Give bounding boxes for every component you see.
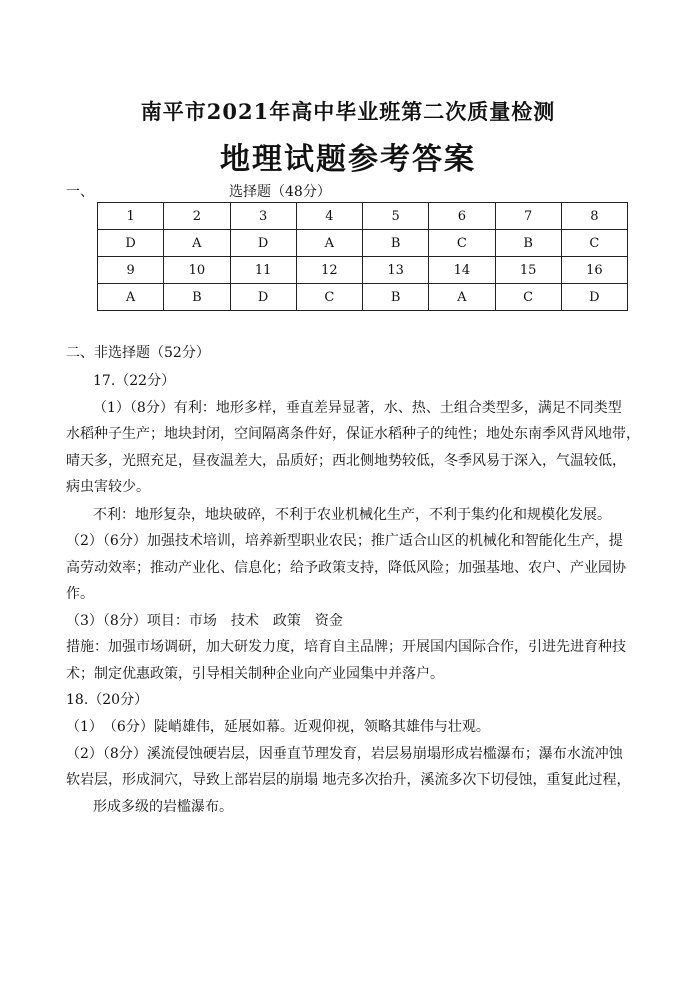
q17-part2-line: 高劳动效率；推动产业化、信息化；给予政策支持，降低风险；加强基地、农户、产业园协 [66, 560, 626, 576]
question-17-heading: 17.（22分） [93, 373, 176, 389]
answer-cell: D [98, 230, 164, 257]
q17-part2-line: 作。 [66, 586, 94, 602]
q18-part1-line: （1） （6分）陡峭雄伟，延展如幕。近观仰视，领略其雄伟与壮观。 [66, 719, 490, 735]
question-number-cell: 11 [230, 257, 296, 284]
answer-table-row [98, 257, 628, 284]
answer-cell: C [495, 284, 561, 311]
question-number-cell: 5 [363, 203, 429, 230]
section-1-number: 一、 [66, 184, 94, 200]
q17-part1-line: 病虫害较少。 [66, 479, 150, 495]
answer-table-row [98, 230, 628, 257]
multiple-choice-answer-table [97, 202, 628, 311]
question-number-cell: 3 [230, 203, 296, 230]
question-18-heading: 18.（20分） [66, 692, 149, 708]
question-number-cell: 7 [495, 203, 561, 230]
q17-part3-projects: （3）（8分）项目：市场 技术 政策 资金 [66, 613, 343, 629]
answer-table-row [98, 203, 628, 230]
question-number-cell: 16 [561, 257, 627, 284]
q17-part3-measures: 措施：加强市场调研，加大研发力度，培育自主品牌；开展国内国际合作，引进先进育种技 [66, 639, 626, 655]
q18-part2-line: 形成多级的岩槛瀑布。 [93, 799, 233, 815]
q18-part2-line: （2）（8分）溪流侵蚀硬岩层，因垂直节理发育，岩层易崩塌形成岩槛瀑布；瀑布水流冲蚀 [66, 746, 623, 762]
question-number-cell: 4 [296, 203, 362, 230]
question-number-cell: 2 [164, 203, 230, 230]
question-number-cell: 8 [561, 203, 627, 230]
answer-cell: C [296, 284, 362, 311]
q17-part3-measures: 术；制定优惠政策，引导相关制种企业向产业园集中并落户。 [66, 666, 444, 682]
q17-part1-line: 晴天多，光照充足，昼夜温差大，品质好；西北侧地势较低，冬季风易于深入，气温较低， [66, 453, 626, 469]
document-title: 地理试题参考答案 [220, 142, 476, 177]
answer-cell: C [561, 230, 627, 257]
answer-cell: A [429, 284, 495, 311]
question-number-cell: 10 [164, 257, 230, 284]
exam-title: 南平市2021年高中毕业班第二次质量检测 [140, 99, 556, 124]
question-number-cell: 9 [98, 257, 164, 284]
q17-part1-disadvantage: 不利：地形复杂，地块破碎，不利于农业机械化生产，不利于集约化和规模化发展。 [93, 507, 611, 523]
answer-cell: A [98, 284, 164, 311]
answer-cell: B [363, 230, 429, 257]
question-number-cell: 6 [429, 203, 495, 230]
answer-cell: B [363, 284, 429, 311]
answer-table-row [98, 284, 628, 311]
answer-cell: B [495, 230, 561, 257]
section-2-heading: 二、非选择题（52分） [66, 345, 210, 361]
question-number-cell: 1 [98, 203, 164, 230]
q18-part2-line: 软岩层，形成洞穴，导致上部岩层的崩塌 地壳多次抬升，溪流多次下切侵蚀，重复此过程， [66, 772, 631, 788]
q17-part1-line: 水稻种子生产；地块封闭，空间隔离条件好，保证水稻种子的纯性；地处东南季风背风地带， [66, 426, 640, 442]
answer-cell: B [164, 284, 230, 311]
answer-cell: C [429, 230, 495, 257]
section-1-heading: 选择题（48分） [229, 184, 331, 200]
answer-cell: D [230, 230, 296, 257]
question-number-cell: 15 [495, 257, 561, 284]
question-number-cell: 14 [429, 257, 495, 284]
q17-part2-line: （2）（6分）加强技术培训，培养新型职业农民；推广适合山区的机械化和智能化生产，提 [66, 533, 623, 549]
answer-cell: A [296, 230, 362, 257]
answer-cell: A [164, 230, 230, 257]
question-number-cell: 12 [296, 257, 362, 284]
answer-cell: D [561, 284, 627, 311]
question-number-cell: 13 [363, 257, 429, 284]
answer-cell: D [230, 284, 296, 311]
q17-part1-line: （1）（8分）有利：地形多样，垂直差异显著，水、热、土组合类型多，满足不同类型 [93, 400, 622, 416]
